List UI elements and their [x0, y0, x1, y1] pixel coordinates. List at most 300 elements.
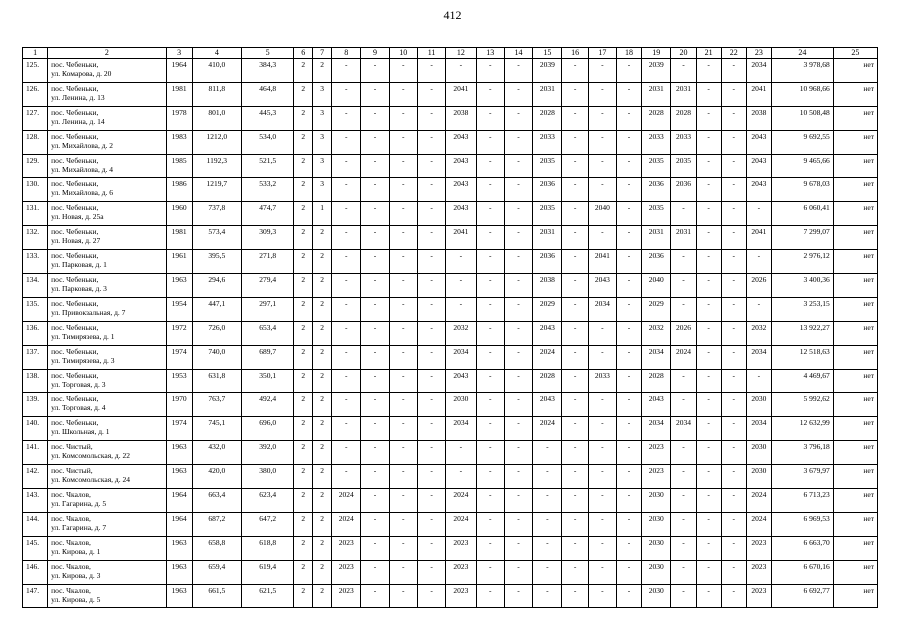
address-street: ул. Привокзальная, д. 7 [51, 307, 126, 317]
data-cell: - [361, 130, 389, 154]
data-cell: 4 469,67 [771, 369, 833, 393]
data-cell: 2035 [533, 154, 562, 178]
data-cell: 492,4 [241, 393, 293, 417]
data-cell: - [562, 369, 588, 393]
page-number: 412 [443, 8, 462, 22]
data-cell: 2023 [746, 536, 771, 560]
data-cell: 6 670,16 [771, 560, 833, 584]
data-cell: - [533, 584, 562, 608]
data-cell: 687,2 [192, 512, 241, 536]
data-cell: 2023 [642, 441, 671, 465]
data-cell: - [476, 106, 504, 130]
data-cell: - [562, 297, 588, 321]
data-cell: - [721, 178, 746, 202]
table-row [23, 226, 878, 250]
data-cell: - [588, 321, 616, 345]
header-cell: 17 [588, 48, 616, 59]
data-cell: нет [833, 489, 877, 513]
data-cell: - [696, 441, 721, 465]
data-cell: - [671, 202, 696, 226]
data-cell: - [616, 560, 641, 584]
data-cell: 663,4 [192, 489, 241, 513]
data-cell: - [721, 584, 746, 608]
data-cell: 279,4 [241, 274, 293, 298]
table-row [23, 393, 878, 417]
data-cell: - [562, 274, 588, 298]
data-cell: - [616, 393, 641, 417]
data-cell: - [504, 417, 532, 441]
data-cell: 521,5 [241, 154, 293, 178]
data-cell: - [332, 130, 361, 154]
data-cell: - [616, 202, 641, 226]
data-cell: 9 692,55 [771, 130, 833, 154]
data-cell: 2028 [533, 106, 562, 130]
data-cell: 2 [294, 59, 313, 83]
data-cell: 2043 [446, 202, 476, 226]
address-street: ул. Тимирязева, д. 1 [51, 331, 115, 341]
data-cell: - [417, 106, 445, 130]
data-cell: - [721, 226, 746, 250]
data-cell: 3 796,18 [771, 441, 833, 465]
data-cell: - [588, 512, 616, 536]
address-cell [48, 512, 166, 536]
data-cell: 2032 [446, 321, 476, 345]
data-cell: 658,8 [192, 536, 241, 560]
data-cell: 2030 [642, 560, 671, 584]
data-cell: - [332, 250, 361, 274]
data-cell: - [417, 130, 445, 154]
data-cell: 2024 [446, 512, 476, 536]
data-cell: - [361, 369, 389, 393]
address-settlement: пос. Чебеньки, [51, 60, 99, 69]
data-cell: 2035 [642, 154, 671, 178]
data-cell: - [389, 441, 417, 465]
address-street: ул. Михайлова, д. 2 [51, 140, 114, 150]
address-street: ул. Торговая, д. 4 [51, 403, 106, 413]
data-cell: 2030 [746, 465, 771, 489]
address-cell [48, 274, 166, 298]
data-cell: - [504, 154, 532, 178]
address-street: ул. Ленина, д. 14 [51, 116, 105, 126]
data-cell: - [562, 536, 588, 560]
data-cell: 2 [294, 417, 313, 441]
data-cell: 2 [294, 154, 313, 178]
data-cell: - [332, 441, 361, 465]
table-row [23, 369, 878, 393]
data-cell: 2023 [746, 560, 771, 584]
address-settlement: пос. Чебеньки, [51, 107, 99, 117]
data-cell: 6 969,53 [771, 512, 833, 536]
data-cell: - [671, 512, 696, 536]
data-cell: 1983 [166, 130, 192, 154]
data-cell: 2 [294, 441, 313, 465]
data-cell: - [504, 393, 532, 417]
data-cell: - [588, 82, 616, 106]
data-cell: - [332, 106, 361, 130]
header-cell: 2 [48, 48, 166, 59]
data-cell: 801,0 [192, 106, 241, 130]
data-cell: - [417, 560, 445, 584]
data-cell: - [616, 250, 641, 274]
data-cell: - [533, 512, 562, 536]
data-cell: - [588, 441, 616, 465]
data-cell: - [671, 250, 696, 274]
data-cell: 297,1 [241, 297, 293, 321]
data-cell: - [504, 274, 532, 298]
data-cell: - [562, 59, 588, 83]
data-cell: 2034 [446, 417, 476, 441]
data-cell: - [616, 417, 641, 441]
data-cell: - [721, 321, 746, 345]
data-cell: 3 978,68 [771, 59, 833, 83]
data-cell: 1212,0 [192, 130, 241, 154]
header-row [23, 48, 878, 59]
data-cell: 1192,3 [192, 154, 241, 178]
data-cell: - [332, 465, 361, 489]
data-cell: - [721, 441, 746, 465]
header-cell: 3 [166, 48, 192, 59]
data-cell: 2 [294, 465, 313, 489]
data-cell: - [332, 345, 361, 369]
data-cell: - [588, 178, 616, 202]
data-cell: - [588, 226, 616, 250]
table-row [23, 345, 878, 369]
data-cell: - [721, 59, 746, 83]
data-cell: - [361, 178, 389, 202]
data-cell: 2034 [446, 345, 476, 369]
data-cell: - [721, 297, 746, 321]
data-cell: 1985 [166, 154, 192, 178]
data-cell: 10 508,48 [771, 106, 833, 130]
data-cell: 619,4 [241, 560, 293, 584]
address-cell [48, 536, 166, 560]
data-cell: - [504, 178, 532, 202]
data-cell: нет [833, 321, 877, 345]
data-cell: 445,3 [241, 106, 293, 130]
address-settlement: пос. Чебеньки, [51, 203, 99, 213]
data-cell: 2030 [642, 584, 671, 608]
data-cell: - [332, 178, 361, 202]
data-cell: 380,0 [241, 465, 293, 489]
data-cell: - [504, 250, 532, 274]
row-number: 131. [23, 202, 48, 226]
data-cell: - [588, 417, 616, 441]
address-settlement: пос. Чистый, [51, 442, 93, 452]
address-cell [48, 465, 166, 489]
data-cell: 2 [313, 536, 332, 560]
data-cell: - [616, 82, 641, 106]
data-cell: нет [833, 178, 877, 202]
data-cell: - [389, 465, 417, 489]
data-cell: - [332, 417, 361, 441]
data-cell: - [696, 59, 721, 83]
data-cell: 12 632,99 [771, 417, 833, 441]
data-cell: 1963 [166, 465, 192, 489]
address-settlement: пос. Чебеньки, [51, 155, 99, 165]
table-row [23, 59, 878, 83]
data-cell: - [417, 274, 445, 298]
data-cell: - [504, 345, 532, 369]
data-cell: 1970 [166, 393, 192, 417]
data-cell: 2024 [332, 489, 361, 513]
data-cell: - [696, 130, 721, 154]
data-cell: 2036 [642, 250, 671, 274]
data-cell: - [696, 226, 721, 250]
table-row [23, 274, 878, 298]
data-cell: - [476, 178, 504, 202]
data-cell: - [696, 202, 721, 226]
table-row [23, 82, 878, 106]
address-settlement: пос. Чебеньки, [51, 227, 99, 237]
row-number: 141. [23, 441, 48, 465]
data-cell: - [588, 560, 616, 584]
data-cell: 9 465,66 [771, 154, 833, 178]
data-cell: - [417, 369, 445, 393]
data-cell: 420,0 [192, 465, 241, 489]
data-cell: - [562, 106, 588, 130]
header-cell: 16 [562, 48, 588, 59]
data-cell: - [389, 345, 417, 369]
row-number: 144. [23, 512, 48, 536]
row-number: 136. [23, 321, 48, 345]
data-cell: - [616, 59, 641, 83]
address-settlement: пос. Чебеньки, [51, 418, 99, 428]
data-cell: - [361, 345, 389, 369]
data-cell: нет [833, 536, 877, 560]
data-cell: 3 [313, 178, 332, 202]
data-cell: - [746, 297, 771, 321]
data-cell: - [361, 441, 389, 465]
data-cell: 2034 [588, 297, 616, 321]
data-cell: - [588, 489, 616, 513]
header-cell: 8 [332, 48, 361, 59]
address-street: ул. Кирова, д. 5 [51, 594, 101, 604]
address-cell [48, 250, 166, 274]
row-number: 127. [23, 106, 48, 130]
row-number: 139. [23, 393, 48, 417]
data-cell: - [417, 154, 445, 178]
row-number: 145. [23, 536, 48, 560]
data-cell: 2033 [588, 369, 616, 393]
address-settlement: пос. Чебеньки, [51, 131, 99, 141]
address-settlement: пос. Чкалов, [51, 490, 91, 500]
data-cell: 689,7 [241, 345, 293, 369]
data-cell: 432,0 [192, 441, 241, 465]
data-cell: - [616, 465, 641, 489]
data-cell: 2023 [446, 560, 476, 584]
data-cell: 2036 [671, 178, 696, 202]
data-cell: 2038 [533, 274, 562, 298]
data-cell: 2030 [642, 536, 671, 560]
data-cell: - [562, 560, 588, 584]
data-cell: - [476, 417, 504, 441]
data-cell: - [504, 297, 532, 321]
data-cell: 1219,7 [192, 178, 241, 202]
data-cell: 811,8 [192, 82, 241, 106]
address-settlement: пос. Чкалов, [51, 561, 91, 571]
data-cell: 2028 [642, 106, 671, 130]
data-cell: - [533, 536, 562, 560]
data-cell: - [671, 560, 696, 584]
data-cell: нет [833, 512, 877, 536]
data-cell: - [417, 202, 445, 226]
data-cell: - [696, 584, 721, 608]
data-cell: - [504, 369, 532, 393]
data-cell: - [696, 178, 721, 202]
data-cell: - [721, 106, 746, 130]
address-cell [48, 178, 166, 202]
data-cell: - [504, 441, 532, 465]
address-cell [48, 369, 166, 393]
data-cell: 2 [294, 345, 313, 369]
data-cell: - [389, 417, 417, 441]
data-cell: - [696, 465, 721, 489]
data-cell: - [562, 154, 588, 178]
data-cell: - [562, 345, 588, 369]
data-cell: - [533, 560, 562, 584]
data-cell: 726,0 [192, 321, 241, 345]
data-cell: - [721, 82, 746, 106]
data-cell: 2024 [533, 417, 562, 441]
address-street: ул. Парковая, д. 3 [51, 284, 107, 294]
data-cell: - [332, 59, 361, 83]
address-cell [48, 297, 166, 321]
data-cell: нет [833, 82, 877, 106]
data-cell: - [721, 560, 746, 584]
data-cell: 2 [313, 512, 332, 536]
data-cell: 1963 [166, 441, 192, 465]
data-cell: 384,3 [241, 59, 293, 83]
address-street: ул. Комсомольская, д. 24 [51, 475, 130, 485]
data-cell: - [417, 226, 445, 250]
table-row [23, 584, 878, 608]
data-cell: - [476, 369, 504, 393]
row-number: 134. [23, 274, 48, 298]
data-cell: - [504, 536, 532, 560]
address-street: ул. Парковая, д. 1 [51, 260, 107, 270]
address-cell [48, 560, 166, 584]
data-cell: 2023 [446, 584, 476, 608]
data-cell: 2043 [746, 178, 771, 202]
data-cell: - [562, 130, 588, 154]
address-settlement: пос. Чкалов, [51, 537, 91, 547]
data-cell: 2031 [533, 82, 562, 106]
data-cell: - [389, 82, 417, 106]
address-cell [48, 345, 166, 369]
header-cell: 15 [533, 48, 562, 59]
data-cell: 631,8 [192, 369, 241, 393]
data-cell: - [562, 489, 588, 513]
data-cell: - [562, 202, 588, 226]
data-cell: 2033 [533, 130, 562, 154]
data-cell: - [671, 393, 696, 417]
data-cell: - [476, 536, 504, 560]
data-cell: 2 [313, 369, 332, 393]
address-street: ул. Торговая, д. 3 [51, 379, 106, 389]
data-cell: 2043 [533, 393, 562, 417]
address-cell [48, 417, 166, 441]
data-cell: 2032 [642, 321, 671, 345]
row-number: 128. [23, 130, 48, 154]
data-cell: - [446, 441, 476, 465]
data-cell: 3 [313, 82, 332, 106]
data-cell: - [417, 536, 445, 560]
data-cell: 1963 [166, 536, 192, 560]
data-cell: 3 [313, 106, 332, 130]
data-cell: 2 [294, 584, 313, 608]
data-cell: - [721, 345, 746, 369]
data-cell: 6 692,77 [771, 584, 833, 608]
data-cell: 621,5 [241, 584, 293, 608]
data-cell: - [476, 226, 504, 250]
data-cell: 2034 [746, 345, 771, 369]
address-street: ул. Новая, д. 27 [51, 236, 101, 246]
data-cell: - [721, 130, 746, 154]
row-number: 133. [23, 250, 48, 274]
data-cell: - [476, 465, 504, 489]
address-settlement: пос. Чебеньки, [51, 322, 99, 332]
data-cell: 2024 [446, 489, 476, 513]
data-cell: нет [833, 274, 877, 298]
data-cell: - [616, 178, 641, 202]
data-cell: - [417, 345, 445, 369]
data-cell: - [696, 489, 721, 513]
data-cell: - [562, 82, 588, 106]
data-cell: 2024 [332, 512, 361, 536]
data-cell: - [562, 417, 588, 441]
data-cell: 2023 [332, 560, 361, 584]
data-cell: 2 [294, 82, 313, 106]
data-cell: 474,7 [241, 202, 293, 226]
address-cell [48, 130, 166, 154]
data-cell: 10 968,66 [771, 82, 833, 106]
data-cell: - [446, 274, 476, 298]
data-cell: - [417, 178, 445, 202]
data-cell: - [696, 369, 721, 393]
data-cell: - [562, 250, 588, 274]
data-cell: - [616, 489, 641, 513]
data-cell: 2030 [642, 512, 671, 536]
data-cell: 2023 [332, 584, 361, 608]
data-cell: - [361, 59, 389, 83]
data-cell: - [588, 584, 616, 608]
data-cell: 2024 [533, 345, 562, 369]
data-cell: 745,1 [192, 417, 241, 441]
data-cell: - [389, 560, 417, 584]
data-cell: - [361, 250, 389, 274]
address-street: ул. Гагарина, д. 7 [51, 522, 107, 532]
table-row [23, 489, 878, 513]
data-cell: 2032 [746, 321, 771, 345]
data-cell: - [504, 106, 532, 130]
data-cell: - [476, 130, 504, 154]
data-cell: 3 [313, 130, 332, 154]
data-cell: 410,0 [192, 59, 241, 83]
data-cell: - [562, 441, 588, 465]
data-cell: 1964 [166, 489, 192, 513]
data-cell: 2 [294, 226, 313, 250]
data-cell: - [361, 489, 389, 513]
address-cell [48, 226, 166, 250]
address-street: ул. Комсомольская, д. 22 [51, 451, 130, 461]
row-number: 130. [23, 178, 48, 202]
header-cell: 12 [446, 48, 476, 59]
data-cell: - [746, 250, 771, 274]
data-cell: 2024 [746, 512, 771, 536]
row-number: 147. [23, 584, 48, 608]
row-number: 146. [23, 560, 48, 584]
data-cell: - [389, 178, 417, 202]
